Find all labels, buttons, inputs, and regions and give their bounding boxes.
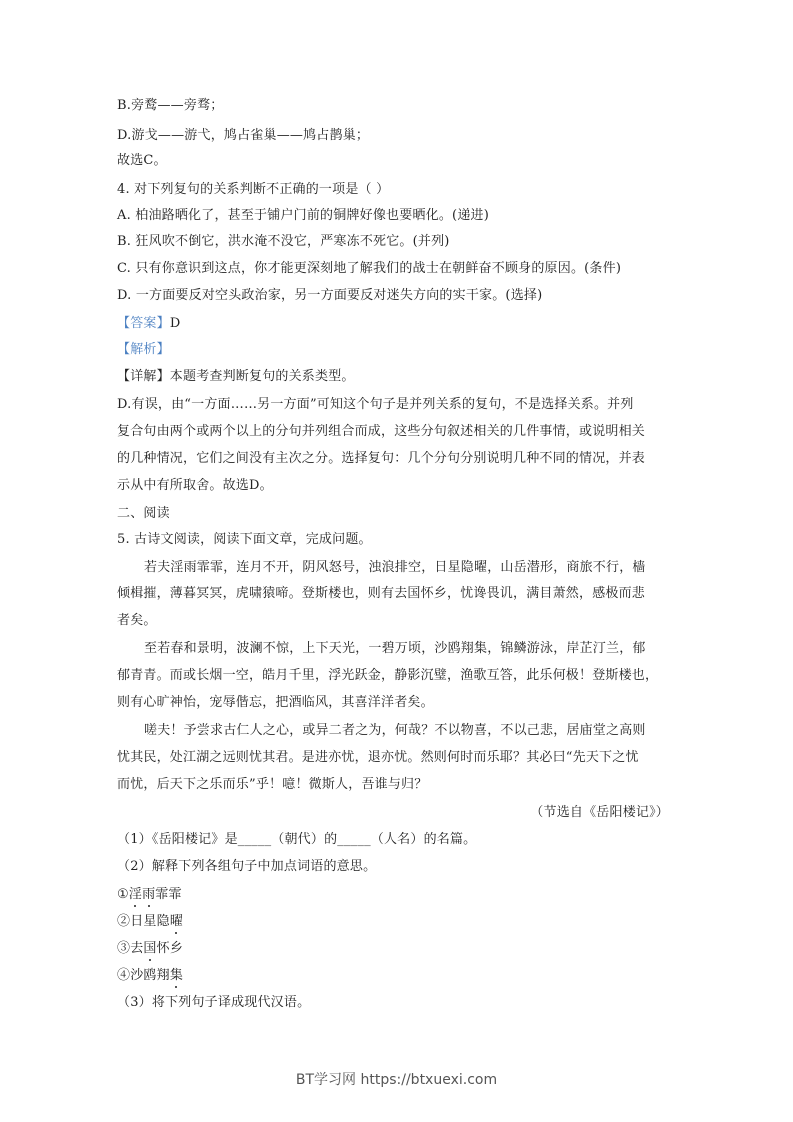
explanation-line-2: 复合句由两个或两个以上的分句并列组合而成，这些分句叙述相关的几件事情，或说明相关 — [117, 424, 646, 439]
term-2: ②日星隐曜 — [117, 914, 184, 929]
detail-line: 【详解】本题考查判断复句的关系类型。 — [117, 369, 355, 384]
passage-line-9: 而忧，后天下之乐而乐”乎！噫！微斯人，吾谁与归？ — [117, 777, 428, 792]
prev-answer-option-d: D.游戈——游弋，鸠占雀巢——鸠占鹊巢； — [117, 128, 370, 143]
passage-line-2: 倾楫摧，薄暮冥冥，虎啸猿啼。登斯楼也，则有去国怀乡，忧谗畏讥，满目萧然，感极而悲 — [117, 586, 646, 601]
term-3: ③去国怀乡 — [117, 941, 184, 956]
passage-line-6: 则有心旷神怡，宠辱偕忘，把酒临风，其喜洋洋者矣。 — [117, 695, 434, 710]
term-1: ①淫雨霏霏 — [117, 887, 182, 902]
prev-answer-conclusion: 故选C。 — [117, 153, 167, 168]
term-4: ④沙鸥翔集 — [117, 968, 184, 983]
prev-answer-option-b: B.旁鹜——旁骛； — [117, 98, 224, 113]
passage-line-8: 忧其民，处江湖之远则忧其君。是进亦忧，退亦忧。然则何时而乐耶？其必曰“先天下之忧 — [117, 750, 639, 765]
passage-line-3: 者矣。 — [117, 613, 157, 628]
subquestion-1: （1）《岳阳楼记》是_____（朝代）的_____（人名）的名篇。 — [117, 832, 477, 847]
passage-line-5: 郁青青。而或长烟一空，皓月千里，浮光跃金，静影沉璧，渔歌互答，此乐何极！登斯楼也， — [117, 668, 659, 683]
passage-line-4: 至若春和景明，波澜不惊，上下天光，一碧万顷，沙鸥翔集，锦鳞游泳，岸芷汀兰，郁 — [144, 641, 646, 656]
explanation-line-1: D.有误，由“一方面……另一方面”可知这个句子是并列关系的复句，不是选择关系。并列 — [117, 397, 634, 412]
footer-watermark: BT学习网 https://btxuexi.com — [295, 1072, 498, 1088]
explanation-line-4: 示从中有所取舍。故选D。 — [117, 478, 273, 493]
passage-line-1: 若夫淫雨霏霏，连月不开，阴风怒号，浊浪排空，日星隐曜，山岳潜形，商旅不行，樯 — [144, 560, 646, 575]
analysis-label: 【解析】 — [117, 342, 170, 357]
section-heading: 二、阅读 — [117, 506, 170, 521]
subquestion-2: （2）解释下列各组句子中加点词语的意思。 — [117, 859, 377, 874]
explanation-line-3: 的几种情况，它们之间没有主次之分。选择复句：几个分句分别说明几种不同的情况，并表 — [117, 451, 646, 466]
question4-option-a: A. 柏油路晒化了，甚至于铺户门前的铜牌好像也要晒化。(递进) — [117, 208, 489, 223]
answer-line — [117, 315, 677, 333]
passage-source: （节选自《岳阳楼记》） — [530, 805, 669, 820]
subquestion-3: （3）将下列句子译成现代汉语。 — [117, 995, 311, 1010]
question5-stem: 5. 古诗文阅读，阅读下面文章，完成问题。 — [117, 532, 372, 547]
answer-label: 【答案】 — [117, 316, 170, 331]
question4-stem: 4. 对下列复句的关系判断不正确的一项是（ ） — [117, 182, 390, 197]
answer-value: D — [169, 316, 181, 331]
passage-line-7: 嗟夫！予尝求古仁人之心，或异二者之为，何哉？不以物喜，不以己悲，居庙堂之高则 — [144, 723, 646, 738]
question4-option-c: C. 只有你意识到这点，你才能更深刻地了解我们的战士在朝鲜奋不顾身的原因。(条件) — [117, 261, 622, 276]
question4-option-b: B. 狂风吹不倒它，洪水淹不没它，严寒冻不死它。(并列) — [117, 234, 450, 249]
question4-option-d: D. 一方面要反对空头政治家，另一方面要反对迷失方向的实干家。(选择) — [117, 288, 543, 303]
